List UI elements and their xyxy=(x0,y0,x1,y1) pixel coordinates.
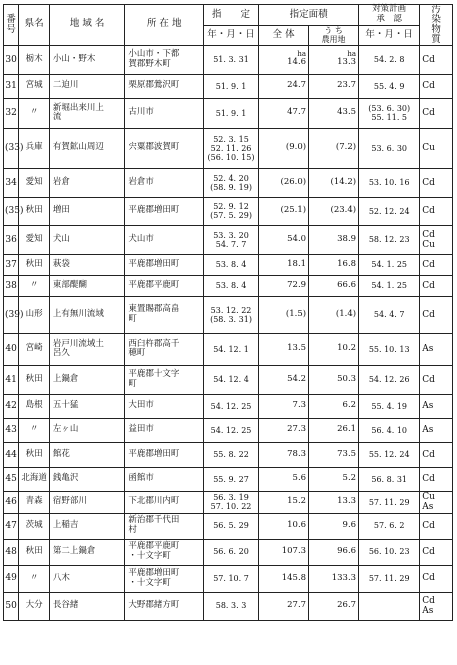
prefecture-cell: 秋田 xyxy=(19,254,50,275)
designation-date-cell: 52. 3. 15 52. 11. 26 (56. 10. 15) xyxy=(203,128,258,168)
prefecture-cell: 宮城 xyxy=(19,74,50,98)
designation-date-cell: 53. 3. 20 54. 7. 7 xyxy=(203,225,258,254)
designation-date-cell: 52. 9. 12 (57. 5. 29) xyxy=(203,197,258,225)
area-farmland-cell: 9.6 xyxy=(309,513,359,539)
table-row xyxy=(4,592,453,620)
row-number: 45 xyxy=(4,467,19,491)
row-number: 40 xyxy=(4,333,19,365)
plan-approval-date-cell: 52. 12. 24 xyxy=(359,197,420,225)
area-farmland-cell: 66.6 xyxy=(309,275,359,296)
designation-date-cell: 58. 3. 3 xyxy=(203,592,258,620)
plan-approval-date-cell: 57. 11. 29 xyxy=(359,491,420,513)
area-total-cell: 18.1 xyxy=(259,254,309,275)
plan-approval-date-cell xyxy=(359,592,420,620)
row-number: 41 xyxy=(4,365,19,394)
header-plan-approval: 対策計画 承 認 xyxy=(359,5,420,26)
area-total-cell: 27.7 xyxy=(259,592,309,620)
table-row xyxy=(4,168,453,197)
area-farmland-cell: 73.5 xyxy=(309,442,359,467)
header-area-total: 全 体 xyxy=(259,26,309,46)
table-row xyxy=(4,197,453,225)
prefecture-cell: 島根 xyxy=(19,394,50,418)
region-name-cell: 長谷緒 xyxy=(49,592,125,620)
location-cell: 西臼杵郡高千 穂町 xyxy=(125,333,204,365)
region-name-cell: 八木 xyxy=(49,565,125,592)
location-cell: 益田市 xyxy=(125,418,204,442)
header-location: 所 在 地 xyxy=(125,5,204,46)
plan-approval-date-cell: 55. 12. 24 xyxy=(359,442,420,467)
designated-areas-table xyxy=(3,4,453,621)
area-total-cell: (1.5) xyxy=(259,296,309,333)
row-number: (39) xyxy=(4,296,19,333)
location-cell: 平鹿郡平鹿町 xyxy=(125,275,204,296)
header-designated-area: 指定面積 xyxy=(259,5,359,26)
table-row xyxy=(4,365,453,394)
header-area-farmland: う ち 農用地 xyxy=(309,26,359,46)
area-farmland-cell xyxy=(309,45,359,74)
region-name-cell: 宿野部川 xyxy=(49,491,125,513)
location-cell: 大野郡緒方町 xyxy=(125,592,204,620)
designation-date-cell: 57. 10. 7 xyxy=(203,565,258,592)
area-value: 13.3 xyxy=(337,57,357,68)
location-cell: 宍粟郡波賀町 xyxy=(125,128,204,168)
substance-cell: Cu xyxy=(420,128,453,168)
prefecture-cell: 栃木 xyxy=(19,45,50,74)
table-row xyxy=(4,296,453,333)
designation-date-cell: 56. 3. 19 57. 10. 22 xyxy=(203,491,258,513)
plan-approval-date-cell: 54. 4. 7 xyxy=(359,296,420,333)
substance-cell: As xyxy=(420,333,453,365)
location-cell: 岩倉市 xyxy=(125,168,204,197)
plan-approval-date-cell: 56. 4. 10 xyxy=(359,418,420,442)
substance-cell: Cd xyxy=(420,467,453,491)
area-farmland-cell: 13.3 xyxy=(309,491,359,513)
header-designation: 指 定 xyxy=(203,5,258,26)
prefecture-cell: 宮崎 xyxy=(19,333,50,365)
row-number: 42 xyxy=(4,394,19,418)
substance-cell: Cd xyxy=(420,74,453,98)
area-farmland-cell: 23.7 xyxy=(309,74,359,98)
area-total-cell: 10.6 xyxy=(259,513,309,539)
region-name-cell: 上鍋倉 xyxy=(49,365,125,394)
area-farmland-cell: 6.2 xyxy=(309,394,359,418)
location-cell: 平鹿郡増田町 ・十文字町 xyxy=(125,565,204,592)
row-number: 44 xyxy=(4,442,19,467)
designation-date-cell: 54. 12. 4 xyxy=(203,365,258,394)
location-cell: 平鹿郡増田町 xyxy=(125,254,204,275)
table-row xyxy=(4,98,453,128)
header-designation-date: 年・月・日 xyxy=(203,26,258,46)
region-name-cell: 左ヶ山 xyxy=(49,418,125,442)
row-number: (35) xyxy=(4,197,19,225)
designation-date-cell: 55. 9. 27 xyxy=(203,467,258,491)
substance-cell: Cd xyxy=(420,254,453,275)
area-farmland-cell: 38.9 xyxy=(309,225,359,254)
region-name-cell: 第二上鍋倉 xyxy=(49,539,125,565)
designation-date-cell: 54. 12. 25 xyxy=(203,418,258,442)
area-total-cell: 54.0 xyxy=(259,225,309,254)
substance-cell: Cd xyxy=(420,365,453,394)
prefecture-cell: 愛知 xyxy=(19,225,50,254)
header-prefecture: 県名 xyxy=(19,5,50,46)
plan-approval-date-cell: 54. 1. 25 xyxy=(359,275,420,296)
row-number: 36 xyxy=(4,225,19,254)
prefecture-cell: 愛知 xyxy=(19,168,50,197)
designation-date-cell: 51. 9. 1 xyxy=(203,74,258,98)
table-row xyxy=(4,442,453,467)
plan-approval-date-cell: 54. 2. 8 xyxy=(359,45,420,74)
area-total-cell: (25.1) xyxy=(259,197,309,225)
location-cell: 古川市 xyxy=(125,98,204,128)
substance-cell: Cd xyxy=(420,275,453,296)
row-number: 32 xyxy=(4,98,19,128)
prefecture-cell: 大分 xyxy=(19,592,50,620)
prefecture-cell: 〃 xyxy=(19,98,50,128)
substance-cell: Cd xyxy=(420,98,453,128)
row-number: 43 xyxy=(4,418,19,442)
area-total-cell: 15.2 xyxy=(259,491,309,513)
plan-approval-date-cell: 57. 6. 2 xyxy=(359,513,420,539)
prefecture-cell: 〃 xyxy=(19,275,50,296)
header-plan-date: 年・月・日 xyxy=(359,26,420,46)
designation-date-cell: 55. 8. 22 xyxy=(203,442,258,467)
row-number: 46 xyxy=(4,491,19,513)
hectare-unit: ha xyxy=(347,50,357,59)
area-total-cell: 107.3 xyxy=(259,539,309,565)
row-number: 50 xyxy=(4,592,19,620)
area-farmland-cell: (23.4) xyxy=(309,197,359,225)
region-name-cell: 二迫川 xyxy=(49,74,125,98)
area-total-cell: 72.9 xyxy=(259,275,309,296)
prefecture-cell: 秋田 xyxy=(19,197,50,225)
substance-cell: Cd Cu xyxy=(420,225,453,254)
hectare-unit: ha xyxy=(297,50,307,59)
designation-date-cell: 53. 8. 4 xyxy=(203,254,258,275)
row-number: 47 xyxy=(4,513,19,539)
area-farmland-cell: (14.2) xyxy=(309,168,359,197)
table-row xyxy=(4,333,453,365)
prefecture-cell: 青森 xyxy=(19,491,50,513)
substance-cell: Cd xyxy=(420,442,453,467)
prefecture-cell: 〃 xyxy=(19,418,50,442)
plan-approval-date-cell: (53. 6. 30) 55. 11. 5 xyxy=(359,98,420,128)
area-total-cell: 78.3 xyxy=(259,442,309,467)
table-row xyxy=(4,418,453,442)
row-number: (33) xyxy=(4,128,19,168)
location-cell: 小山市・下都 賀郡野木町 xyxy=(125,45,204,74)
region-name-cell: 有賀鉱山周辺 xyxy=(49,128,125,168)
area-total-cell xyxy=(259,45,309,74)
area-farmland-cell: 43.5 xyxy=(309,98,359,128)
plan-approval-date-cell: 54. 1. 25 xyxy=(359,254,420,275)
area-farmland-cell: 16.8 xyxy=(309,254,359,275)
area-total-cell: 54.2 xyxy=(259,365,309,394)
plan-approval-date-cell: 57. 11. 29 xyxy=(359,565,420,592)
region-name-cell: 新堀出来川上 流 xyxy=(49,98,125,128)
area-farmland-cell: 26.1 xyxy=(309,418,359,442)
area-value: 14.6 xyxy=(287,57,307,68)
plan-approval-date-cell: 56. 10. 23 xyxy=(359,539,420,565)
row-number: 48 xyxy=(4,539,19,565)
area-total-cell: (9.0) xyxy=(259,128,309,168)
header-number: 番 号 xyxy=(4,5,19,46)
region-name-cell: 東部醍醐 xyxy=(49,275,125,296)
plan-approval-date-cell: 55. 4. 9 xyxy=(359,74,420,98)
table-row xyxy=(4,394,453,418)
location-cell: 東置賜郡高畠 町 xyxy=(125,296,204,333)
region-name-cell: 増田 xyxy=(49,197,125,225)
area-total-cell: 47.7 xyxy=(259,98,309,128)
prefecture-cell: 兵庫 xyxy=(19,128,50,168)
area-total-cell: 13.5 xyxy=(259,333,309,365)
region-name-cell: 岩戸川流域土 呂久 xyxy=(49,333,125,365)
location-cell: 犬山市 xyxy=(125,225,204,254)
substance-cell: Cd xyxy=(420,45,453,74)
row-number: 49 xyxy=(4,565,19,592)
row-number: 30 xyxy=(4,45,19,74)
location-cell: 平鹿郡増田町 xyxy=(125,442,204,467)
substance-cell: As xyxy=(420,394,453,418)
location-cell: 平鹿郡平鹿町 ・十文字町 xyxy=(125,539,204,565)
table-row xyxy=(4,254,453,275)
designation-date-cell: 54. 12. 25 xyxy=(203,394,258,418)
region-name-cell: 犬山 xyxy=(49,225,125,254)
designation-date-cell: 51. 9. 1 xyxy=(203,98,258,128)
table-row xyxy=(4,275,453,296)
substance-cell: Cd xyxy=(420,296,453,333)
table-row xyxy=(4,128,453,168)
plan-approval-date-cell: 53. 6. 30 xyxy=(359,128,420,168)
row-number: 37 xyxy=(4,254,19,275)
area-farmland-cell: 133.3 xyxy=(309,565,359,592)
location-cell: 新治郡千代田 村 xyxy=(125,513,204,539)
table-row xyxy=(4,225,453,254)
prefecture-cell: 〃 xyxy=(19,565,50,592)
area-farmland-cell: 26.7 xyxy=(309,592,359,620)
location-cell: 下北郡川内町 xyxy=(125,491,204,513)
table-row xyxy=(4,45,453,74)
plan-approval-date-cell: 55. 4. 19 xyxy=(359,394,420,418)
location-cell: 平鹿郡十文字 町 xyxy=(125,365,204,394)
region-name-cell: 岩倉 xyxy=(49,168,125,197)
area-total-cell: 7.3 xyxy=(259,394,309,418)
area-farmland-cell: (1.4) xyxy=(309,296,359,333)
designation-date-cell: 52. 4. 20 (58. 9. 19) xyxy=(203,168,258,197)
table-row xyxy=(4,513,453,539)
region-name-cell: 上有無川流域 xyxy=(49,296,125,333)
designation-date-cell: 53. 8. 4 xyxy=(203,275,258,296)
area-total-cell: 145.8 xyxy=(259,565,309,592)
row-number: 34 xyxy=(4,168,19,197)
region-name-cell: 小山・野木 xyxy=(49,45,125,74)
plan-approval-date-cell: 58. 12. 23 xyxy=(359,225,420,254)
area-farmland-cell: 10.2 xyxy=(309,333,359,365)
designation-date-cell: 51. 3. 31 xyxy=(203,45,258,74)
area-farmland-cell: (7.2) xyxy=(309,128,359,168)
row-number: 31 xyxy=(4,74,19,98)
region-name-cell: 銭亀沢 xyxy=(49,467,125,491)
plan-approval-date-cell: 55. 10. 13 xyxy=(359,333,420,365)
location-cell: 栗原郡鶯沢町 xyxy=(125,74,204,98)
table-row xyxy=(4,565,453,592)
substance-cell: As xyxy=(420,418,453,442)
designation-date-cell: 56. 6. 20 xyxy=(203,539,258,565)
prefecture-cell: 北海道 xyxy=(19,467,50,491)
prefecture-cell: 茨城 xyxy=(19,513,50,539)
header-region-name: 地 域 名 xyxy=(49,5,125,46)
substance-cell: Cu As xyxy=(420,491,453,513)
table-row xyxy=(4,74,453,98)
area-farmland-cell: 96.6 xyxy=(309,539,359,565)
substance-cell: Cd xyxy=(420,539,453,565)
substance-cell: Cd xyxy=(420,197,453,225)
designation-date-cell: 53. 12. 22 (58. 3. 31) xyxy=(203,296,258,333)
prefecture-cell: 山形 xyxy=(19,296,50,333)
region-name-cell: 萩袋 xyxy=(49,254,125,275)
area-total-cell: 27.3 xyxy=(259,418,309,442)
row-number: 38 xyxy=(4,275,19,296)
area-farmland-cell: 50.3 xyxy=(309,365,359,394)
plan-approval-date-cell: 53. 10. 16 xyxy=(359,168,420,197)
substance-cell: Cd xyxy=(420,513,453,539)
table-row xyxy=(4,467,453,491)
region-name-cell: 五十猛 xyxy=(49,394,125,418)
plan-approval-date-cell: 54. 12. 26 xyxy=(359,365,420,394)
area-total-cell: (26.0) xyxy=(259,168,309,197)
header-substance: 汚 染 物 質 xyxy=(420,5,453,46)
plan-approval-date-cell: 56. 8. 31 xyxy=(359,467,420,491)
table-row xyxy=(4,491,453,513)
substance-cell: Cd xyxy=(420,168,453,197)
prefecture-cell: 秋田 xyxy=(19,365,50,394)
prefecture-cell: 秋田 xyxy=(19,442,50,467)
substance-cell: Cd xyxy=(420,565,453,592)
area-total-cell: 24.7 xyxy=(259,74,309,98)
area-total-cell: 5.6 xyxy=(259,467,309,491)
table-row xyxy=(4,539,453,565)
location-cell: 大田市 xyxy=(125,394,204,418)
prefecture-cell: 秋田 xyxy=(19,539,50,565)
designation-date-cell: 54. 12. 1 xyxy=(203,333,258,365)
designation-date-cell: 56. 5. 29 xyxy=(203,513,258,539)
region-name-cell: 上稲吉 xyxy=(49,513,125,539)
area-farmland-cell: 5.2 xyxy=(309,467,359,491)
location-cell: 函館市 xyxy=(125,467,204,491)
substance-cell: Cd As xyxy=(420,592,453,620)
location-cell: 平鹿郡増田町 xyxy=(125,197,204,225)
region-name-cell: 館花 xyxy=(49,442,125,467)
